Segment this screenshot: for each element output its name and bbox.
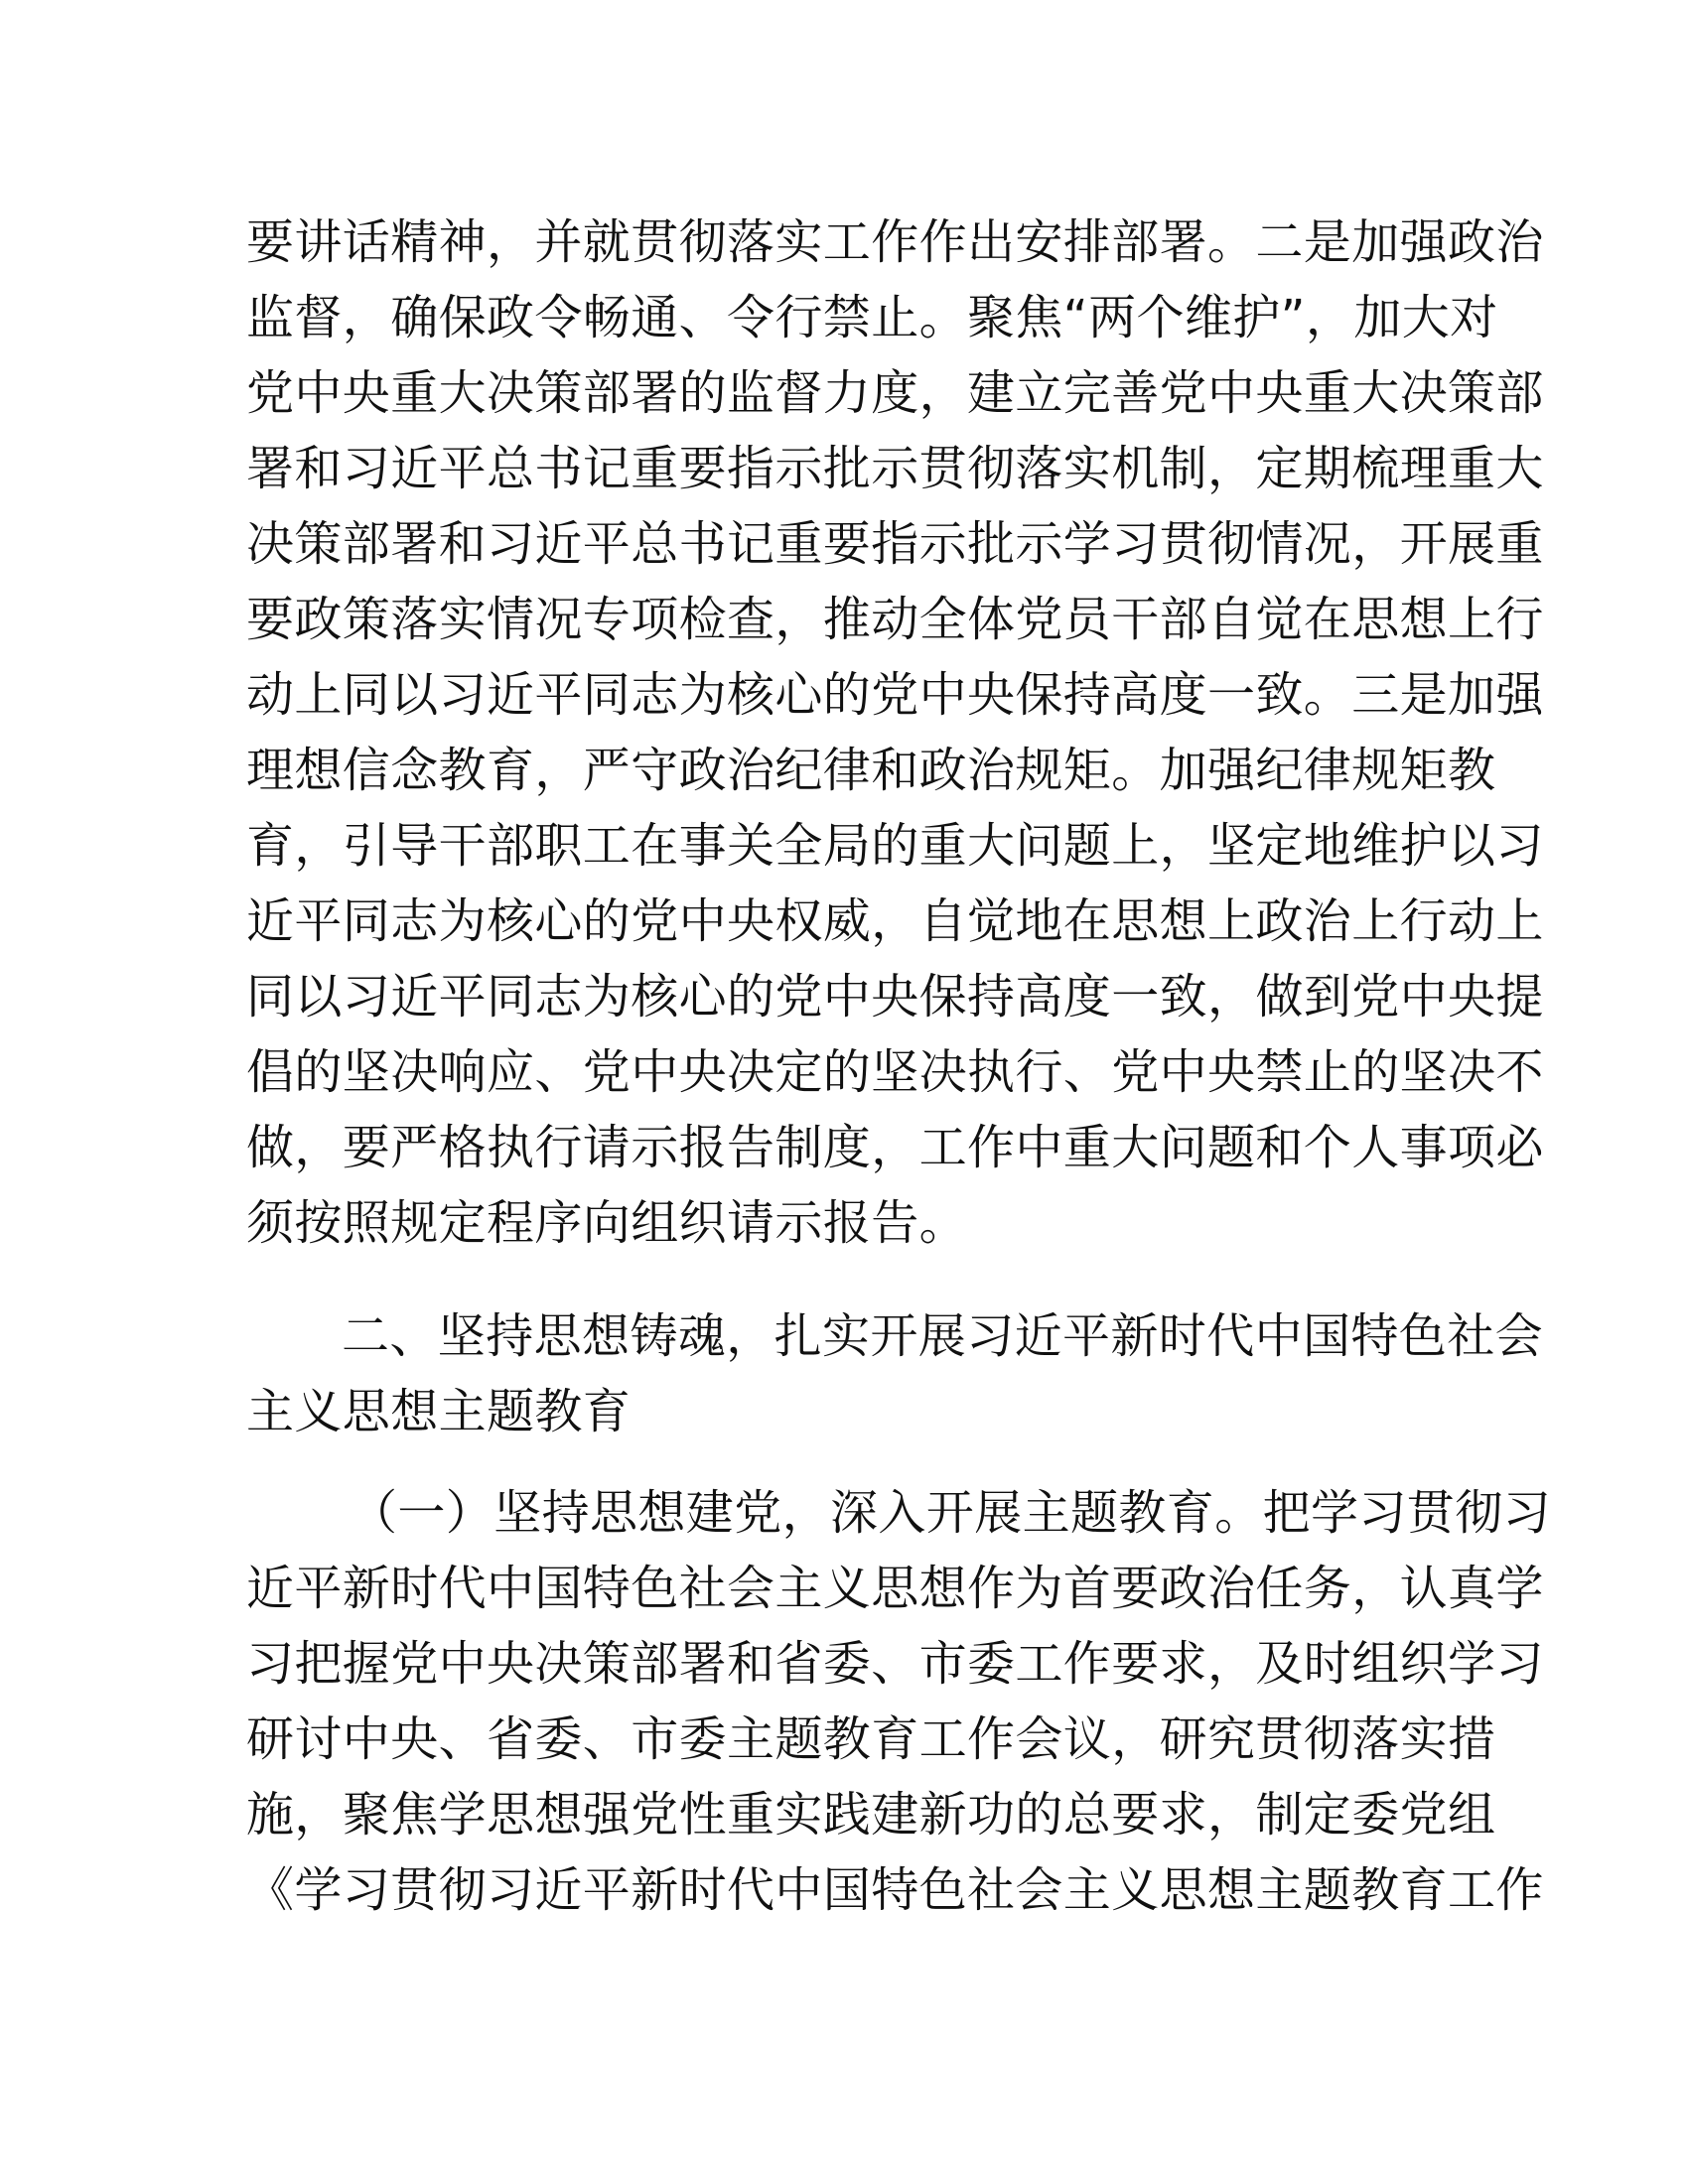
paragraph-line: 动上同以习近平同志为核心的党中央保持高度一致。三是加强: [246, 667, 1544, 723]
paragraph-line: 倡的坚决响应、党中央决定的坚决执行、党中央禁止的坚决不: [246, 1044, 1544, 1100]
paragraph-line: （一）坚持思想建党，深入开展主题教育。把学习贯彻习: [350, 1485, 1552, 1541]
paragraph-line: 决策部署和习近平总书记重要指示批示学习贯彻情况，开展重: [246, 516, 1544, 572]
body-paragraph-political-supervision: [246, 205, 1544, 1261]
heading-line: 二、坚持思想铸魂，扎实开展习近平新时代中国特色社会: [342, 1308, 1544, 1364]
paragraph-line: 署和习近平总书记重要指示批示贯彻落实机制，定期梳理重大: [246, 441, 1544, 496]
paragraph-line: 《学习贯彻习近平新时代中国特色社会主义思想主题教育工作: [246, 1862, 1544, 1918]
paragraph-line: 同以习近平同志为核心的党中央保持高度一致，做到党中央提: [246, 969, 1544, 1024]
paragraph-line: 要政策落实情况专项检查，推动全体党员干部自觉在思想上行: [246, 592, 1544, 647]
paragraph-line: 研讨中央、省委、市委主题教育工作会议，研究贯彻落实措: [246, 1711, 1496, 1767]
heading-line: 主义思想主题教育: [246, 1384, 632, 1439]
paragraph-line: 近平同志为核心的党中央权威，自觉地在思想上政治上行动上: [246, 893, 1544, 949]
paragraph-line: 施，聚焦学思想强党性重实践建新功的总要求，制定委党组: [246, 1787, 1496, 1843]
paragraph-line: 理想信念教育，严守政治纪律和政治规矩。加强纪律规矩教: [246, 743, 1496, 798]
paragraph-line: 党中央重大决策部署的监督力度，建立完善党中央重大决策部: [246, 365, 1544, 421]
paragraph-line: 近平新时代中国特色社会主义思想作为首要政治任务，认真学: [246, 1561, 1544, 1616]
paragraph-line: 育，引导干部职工在事关全局的重大问题上，坚定地维护以习: [246, 818, 1544, 874]
body-paragraph-theme-education: [246, 1475, 1552, 1928]
paragraph-line: 做，要严格执行请示报告制度，工作中重大问题和个人事项必: [246, 1120, 1544, 1175]
section-heading-2: [246, 1298, 1544, 1449]
paragraph-line: 监督，确保政令畅通、令行禁止。聚焦“两个维护”，加大对: [246, 290, 1498, 345]
paragraph-line: 要讲话精神，并就贯彻落实工作作出安排部署。二是加强政治: [246, 214, 1544, 270]
paragraph-line: 习把握党中央决策部署和省委、市委工作要求，及时组织学习: [246, 1636, 1544, 1692]
paragraph-line: 须按照规定程序向组织请示报告。: [246, 1195, 968, 1251]
